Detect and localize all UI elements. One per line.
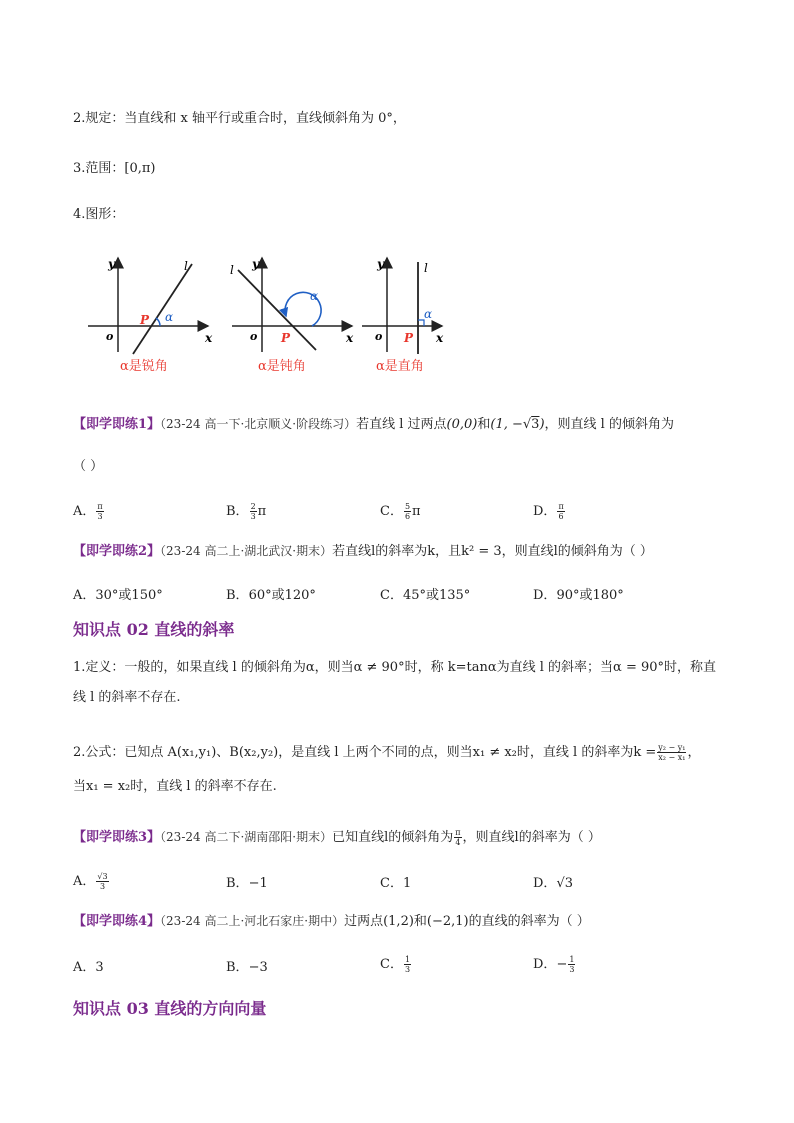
exercise-1-option-b[interactable]: B． $\frac{2}{3}$ π	[226, 502, 267, 521]
figure-acute-l: l	[184, 259, 188, 273]
exercise-1-tag: 【即学即练1】	[73, 417, 161, 432]
exercise-1-p2-root: 3	[531, 417, 540, 432]
figure-right	[362, 257, 444, 374]
exercise-4	[73, 912, 590, 931]
figure-obtuse	[230, 257, 354, 374]
figure-obtuse-y: y	[252, 257, 259, 271]
exercise-2	[73, 542, 653, 561]
figure-acute-o: o	[106, 330, 114, 343]
exercise-1-p2-close: )	[539, 417, 545, 432]
exercise-1-text-before: 若直线 l 过两点	[356, 417, 447, 432]
exercise-1-blank: （ ）	[73, 459, 104, 474]
figure-obtuse-p: P	[281, 331, 291, 345]
exercise-4-option-b[interactable]: B．−3	[226, 960, 268, 975]
exercise-4-tag: 【即学即练4】	[73, 914, 161, 929]
exercise-2-option-c[interactable]: C．45°或135°	[380, 588, 471, 603]
exercise-1-option-a[interactable]: A． $\frac{\pi}{3}$	[73, 502, 103, 521]
exercise-1: 【即学即练1】（23-24 高一下·北京顺义·阶段练习）若直线 l 过两点(0,0)和(1, −√3)，则直线 l 的倾斜角为	[73, 417, 674, 432]
exercise-1-source: （23-24 高一下·北京顺义·阶段练习）	[160, 417, 357, 431]
figure-acute-y: y	[108, 257, 115, 271]
figure-right-alpha: α	[424, 307, 433, 321]
inclination-figures	[80, 250, 460, 380]
figure-acute-x: x	[205, 331, 213, 345]
figure-acute-alpha: α	[165, 310, 174, 324]
section-02-title: 知识点 02 直线的斜率	[73, 620, 235, 639]
figure-obtuse-o: o	[250, 330, 258, 343]
exercise-3: 【即学即练3】（23-24 高二下·湖南邵阳·期末）已知直线l的倾斜角为 $\frac{\pi}{4}$ ，则直线l的斜率为（ ）	[73, 828, 601, 847]
exercise-4-text: 过两点(1,2)和(−2,1)的直线的斜率为（ ）	[344, 914, 590, 929]
section-02-def-line2: 线 l 的斜率不存在.	[73, 690, 181, 705]
exercise-4-option-c[interactable]: C． $\frac{1}{3}$	[380, 955, 411, 974]
figure-obtuse-alpha: α	[310, 289, 319, 303]
exercise-3-source: （23-24 高二下·湖南邵阳·期末）	[160, 830, 333, 844]
figure-right-p: P	[404, 331, 414, 345]
exercise-2-text: 若直线l的斜率为k，且k² = 3，则直线l的倾斜角为（ ）	[332, 544, 653, 559]
exercise-2-option-b[interactable]: B．60°或120°	[226, 588, 316, 603]
figure-acute-p: P	[140, 313, 150, 327]
exercise-1-p2-open: (1, −	[490, 417, 523, 432]
exercise-1-option-c[interactable]: C． $\frac{5}{6}$ π	[380, 502, 421, 521]
section-02-formula-line2: 当x₁ = x₂时，直线 l 的斜率不存在.	[73, 779, 277, 794]
exercise-4-option-d[interactable]: D．− $\frac{1}{3}$	[533, 955, 575, 974]
formula-line1-a: 2.公式：已知点 A(x₁,y₁)、B(x₂,y₂)，是直线 l 上两个不同的点，则当x₁ ≠ x₂时，直线 l 的斜率为k =	[73, 745, 657, 760]
exercise-3-text-before: 已知直线l的倾斜角为	[332, 830, 454, 845]
exercise-2-option-d[interactable]: D．90°或180°	[533, 588, 624, 603]
figure-right-caption: α是直角	[376, 359, 424, 374]
exercise-1-text-after: ，则直线 l 的倾斜角为	[544, 417, 674, 432]
exercise-4-option-a[interactable]: A．3	[73, 960, 104, 975]
formula-line1-b: ，	[687, 745, 701, 760]
section-02-formula	[73, 743, 700, 762]
figure-right-x: x	[436, 331, 444, 345]
figure-obtuse-x: x	[346, 331, 354, 345]
exercise-2-tag: 【即学即练2】	[73, 544, 161, 559]
figure-obtuse-caption: α是钝角	[258, 359, 306, 374]
exercise-3-option-c[interactable]: C．1	[380, 876, 412, 891]
rule-text: 2.规定：当直线和 x 轴平行或重合时，直线倾斜角为 0°，	[73, 111, 406, 126]
exercise-1-and: 和	[477, 417, 491, 432]
exercise-3-tag: 【即学即练3】	[73, 830, 161, 845]
exercise-3-text-after: ，则直线l的斜率为（ ）	[462, 830, 601, 845]
exercise-4-source: （23-24 高二上·河北石家庄·期中）	[160, 914, 345, 928]
formula-num: y₂ − y₁	[658, 743, 686, 752]
figure-obtuse-l: l	[230, 263, 234, 277]
figure-acute	[88, 257, 213, 374]
exercise-3-option-d[interactable]: D．√3	[533, 876, 573, 891]
exercise-2-option-a[interactable]: A．30°或150°	[73, 588, 163, 603]
figure-label: 4.图形：	[73, 207, 125, 222]
formula-den: x₂ − x₁	[658, 753, 686, 762]
exercise-1-p1: (0,0)	[446, 417, 478, 432]
exercise-1-option-d[interactable]: D． $\frac{\pi}{6}$	[533, 502, 564, 521]
section-02-def-line1: 1.定义：一般的，如果直线 l 的倾斜角为α，则当α ≠ 90°时，称 k=tanα为直线 l 的斜率；当α = 90°时，称直	[73, 660, 717, 675]
figure-acute-caption: α是锐角	[120, 359, 168, 374]
figure-right-o: o	[375, 330, 383, 343]
exercise-2-source: （23-24 高二上·湖北武汉·期末）	[160, 544, 333, 558]
figure-right-y: y	[377, 257, 384, 271]
figure-right-l: l	[424, 261, 428, 275]
section-03-title: 知识点 03 直线的方向向量	[73, 999, 267, 1018]
exercise-3-option-b[interactable]: B．−1	[226, 876, 268, 891]
exercise-3-option-a[interactable]: A． $\frac{√3}{3}$	[73, 872, 108, 891]
range-text: 3.范围：[0,π)	[73, 161, 156, 176]
